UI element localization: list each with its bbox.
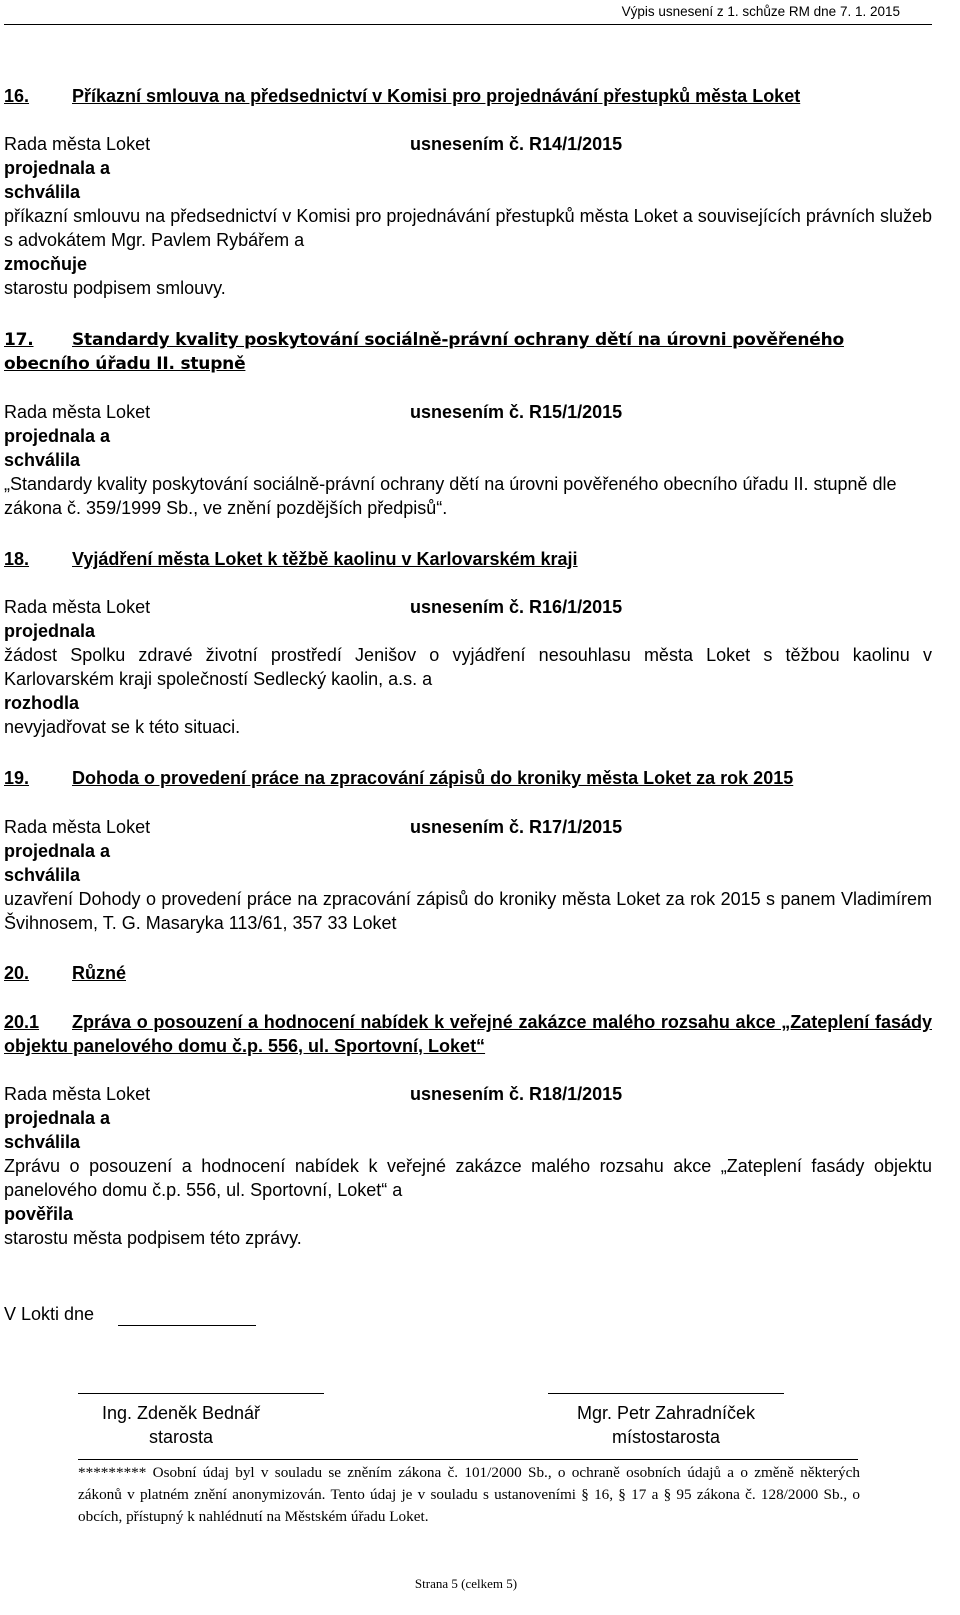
section-heading: Příkazní smlouva na předsednictví v Komisi pro projednávání přestupků města Loket — [72, 86, 801, 106]
section-18-body — [4, 595, 932, 739]
signatory-name: Ing. Zdeněk Bednář — [101, 1403, 261, 1423]
section-number: 18. — [4, 549, 30, 569]
signatory-left — [78, 1401, 284, 1449]
verb-line: schválila — [4, 182, 81, 202]
verb-line: zmocňuje — [4, 254, 88, 274]
section-18-title — [4, 547, 932, 571]
signature-line-left — [78, 1393, 324, 1394]
section-16-title — [4, 84, 932, 108]
section-number: 20.1 — [4, 1012, 40, 1032]
resolution-number: usnesením č. R18/1/2015 — [410, 1084, 623, 1104]
signatory-role: místostarosta — [611, 1427, 721, 1447]
verb-line: projednala a — [4, 841, 111, 861]
section-20-1-title — [4, 1010, 932, 1058]
verb-line: schválila — [4, 450, 81, 470]
resolution-row — [4, 400, 932, 424]
council-name: Rada města Loket — [4, 597, 151, 617]
resolution-number: usnesením č. R15/1/2015 — [410, 402, 623, 422]
verb-line: projednala — [4, 621, 96, 641]
verb-line: projednala a — [4, 1108, 111, 1128]
council-name: Rada města Loket — [4, 134, 151, 154]
verb-line: projednala a — [4, 158, 111, 178]
verb-line: pověřila — [4, 1204, 74, 1224]
resolution-number: usnesením č. R16/1/2015 — [410, 597, 623, 617]
signatory-name: Mgr. Petr Zahradníček — [576, 1403, 756, 1423]
section-17-body — [4, 400, 932, 520]
footer-note: ********* Osobní údaj byl v souladu se zněním zákona č. 101/2000 Sb., o ochraně osobních údajů a o změně některých zákonů v platném znění anonymizován. Tento údaj je v souladu s ustanoveními § 16, § 17 a § 95 zákona č. 128/2000 Sb., o obcích, přístupný k nahlédnutí na Městském úřadu Loket. — [78, 1464, 860, 1525]
section-19-title — [4, 766, 932, 790]
date-line — [118, 1325, 256, 1326]
section-17-title — [4, 328, 932, 376]
resolution-row — [4, 815, 932, 839]
resolution-text: starostu podpisem smlouvy. — [4, 278, 226, 298]
section-heading: Různé — [72, 963, 126, 983]
resolution-number: usnesením č. R14/1/2015 — [410, 134, 623, 154]
resolution-text: starostu města podpisem této zprávy. — [4, 1228, 302, 1248]
header-rule — [4, 24, 932, 25]
section-number: 20. — [4, 963, 30, 983]
section-20-1-body — [4, 1082, 932, 1250]
verb-line: rozhodla — [4, 693, 79, 713]
section-19-body — [4, 815, 932, 935]
verb-line: schválila — [4, 1132, 81, 1152]
resolution-text: příkazní smlouvu na předsednictví v Komisi pro projednávání přestupků města Loket a souvisejících právních služeb s advokátem Mgr. Pavlem Rybářem a — [4, 206, 932, 250]
section-number: 19. — [4, 768, 30, 788]
resolution-text: žádost Spolku zdravé životní prostředí Jenišov o vyjádření nesouhlasu města Loket s těžbou kaolinu v Karlovarském kraji společností Sedlecký kaolin, a.s. a — [4, 645, 932, 689]
resolution-text: nevyjadřovat se k této situaci. — [4, 717, 241, 737]
verb-line: schválila — [4, 865, 81, 885]
section-20-title — [4, 961, 932, 985]
signatory-role: starosta — [148, 1427, 214, 1447]
signatory-right — [548, 1401, 784, 1449]
section-number: 16. — [4, 86, 30, 106]
section-heading: Zpráva o posouzení a hodnocení nabídek k veřejné zakázce malého rozsahu akce „Zateplení fasády objektu panelového domu č.p. 556, ul. Sportovní, Loket“ — [4, 1012, 932, 1056]
resolution-text: „Standardy kvality poskytování sociálně-právní ochrany dětí na úrovni pověřeného obecního úřadu II. stupně dle zákona č. 359/1999 Sb., ve znění pozdějších předpisů“. — [4, 474, 897, 518]
section-heading: Standardy kvality poskytování sociálně-právní ochrany dětí na úrovni pověřeného obecního úřadu II. stupně — [4, 330, 844, 374]
council-name: Rada města Loket — [4, 402, 151, 422]
section-16-body — [4, 132, 932, 300]
page-header: Výpis usnesení z 1. schůze RM dne 7. 1. 2015 — [621, 4, 900, 19]
resolution-text: uzavření Dohody o provedení práce na zpracování zápisů do kroniky města Loket za rok 2015 s panem Vladimírem Švihnosem, T. G. Masaryka 113/61, 357 33 Loket — [4, 889, 932, 933]
resolution-text: Zprávu o posouzení a hodnocení nabídek k veřejné zakázce malého rozsahu akce „Zateplení fasády objektu panelového domu č.p. 556, ul. Sportovní, Loket“ a — [4, 1156, 932, 1200]
footer-rule — [78, 1459, 858, 1460]
page-number: Strana 5 (celkem 5) — [414, 1576, 518, 1591]
section-heading: Vyjádření města Loket k těžbě kaolinu v Karlovarském kraji — [72, 549, 578, 569]
section-heading: Dohoda o provedení práce na zpracování zápisů do kroniky města Loket za rok 2015 — [72, 768, 794, 788]
closing-place: V Lokti dne — [4, 1304, 95, 1324]
verb-line: projednala a — [4, 426, 111, 446]
resolution-number: usnesením č. R17/1/2015 — [410, 817, 623, 837]
council-name: Rada města Loket — [4, 1084, 151, 1104]
resolution-row — [4, 1082, 932, 1106]
section-number: 17. — [4, 330, 34, 350]
council-name: Rada města Loket — [4, 817, 151, 837]
signature-line-right — [548, 1393, 784, 1394]
resolution-row — [4, 595, 932, 619]
resolution-row — [4, 132, 932, 156]
